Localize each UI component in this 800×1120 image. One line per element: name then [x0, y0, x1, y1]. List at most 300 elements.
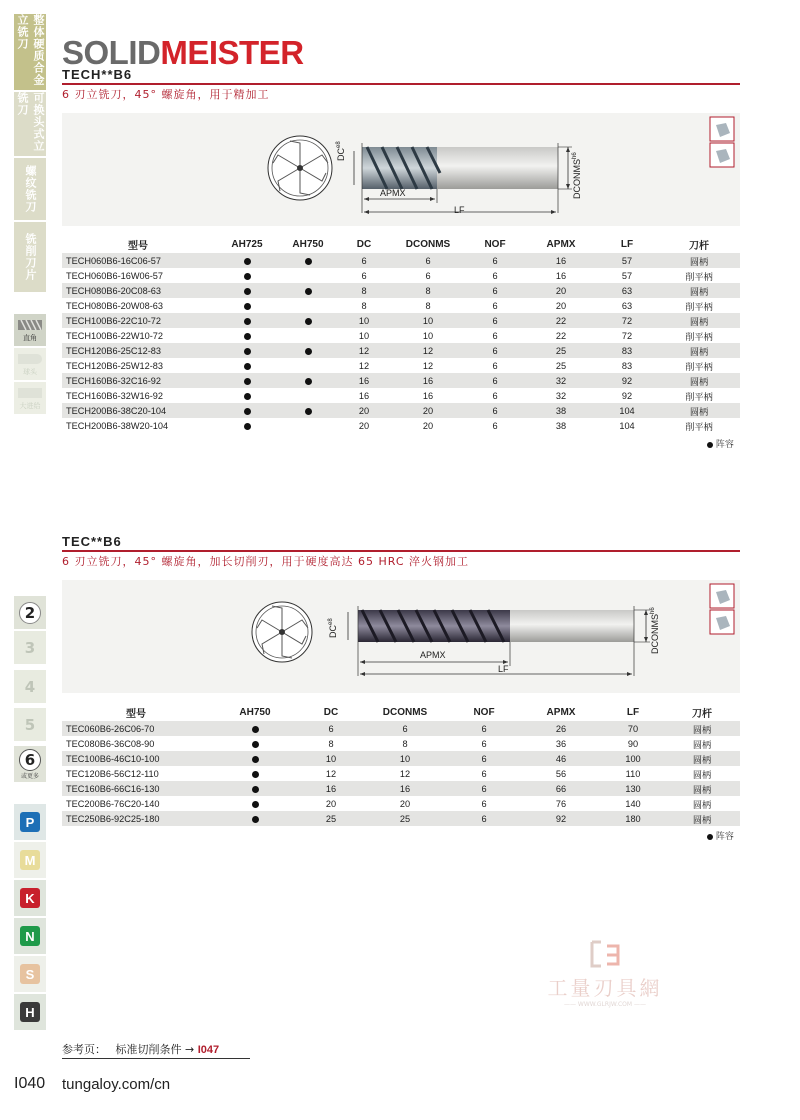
availability-dot-icon: [305, 348, 312, 355]
table-cell: 25: [555, 360, 567, 371]
model-cell: TECH200B6-38W20-104: [66, 420, 169, 431]
section1-legend: [707, 437, 734, 450]
table-cell: 圆柄: [664, 721, 740, 736]
section2-legend: [707, 829, 734, 842]
availability-cell: [214, 343, 280, 358]
table-cell: 46: [520, 751, 602, 766]
table-cell: 6: [492, 270, 498, 281]
table-cell: 57: [596, 253, 658, 268]
table-cell: 36: [555, 738, 567, 749]
availability-dot-icon: [244, 378, 251, 385]
table-cell: 12: [422, 360, 434, 371]
table-cell: 16: [555, 270, 567, 281]
section2-title: TEC**B6: [62, 534, 122, 549]
availability-cell: [210, 736, 300, 751]
tool-side-view: [354, 143, 572, 214]
table-cell: 180: [602, 811, 664, 826]
footer-ref-page-link[interactable]: I047: [197, 1044, 220, 1056]
table-cell: 10: [362, 751, 448, 766]
material-tab-h[interactable]: [14, 994, 46, 1030]
table-row: [62, 811, 740, 826]
sidebar-shape-ball[interactable]: [14, 348, 46, 380]
section1-table-body: [62, 253, 740, 433]
table-cell: 6: [392, 253, 464, 268]
material-tab-n[interactable]: [14, 918, 46, 954]
col-header: 型号: [126, 709, 146, 720]
table-row: [62, 358, 740, 373]
section1-table: [62, 236, 740, 433]
table-cell: 92: [596, 373, 658, 388]
table-cell: 72: [621, 330, 633, 341]
table-cell: 12: [336, 343, 392, 358]
table-cell: 32: [555, 390, 567, 401]
table-cell: 6: [492, 300, 498, 311]
table-cell: 25: [526, 343, 596, 358]
table-cell: 6: [362, 721, 448, 736]
availability-dot-icon: [244, 303, 251, 310]
table-cell: 66: [520, 781, 602, 796]
sidebar-tab-thread-mill[interactable]: [14, 158, 46, 220]
table-cell: 16: [358, 390, 370, 401]
model-cell: TECH100B6-22W10-72: [66, 330, 164, 341]
table-cell: 8: [392, 283, 464, 298]
model-cell: TEC160B6-66C16-130: [62, 781, 210, 796]
table-cell: 20: [422, 420, 434, 431]
dim-dc-tol: e8: [328, 618, 334, 625]
material-tab-m[interactable]: [14, 842, 46, 878]
table-cell: 削平柄: [685, 421, 713, 432]
material-h-badge: H: [20, 1002, 40, 1022]
flute-tab-2[interactable]: [14, 596, 46, 629]
legend-text: 阵容: [715, 440, 734, 450]
col-header: DC: [356, 239, 372, 250]
col-header: DCONMS: [382, 707, 428, 718]
table-row: [62, 298, 740, 313]
availability-dot-icon: [305, 408, 312, 415]
table-cell: 6: [464, 343, 526, 358]
table-cell: 圆柄: [664, 781, 740, 796]
legend-dot-icon: [707, 834, 713, 840]
availability-cell: [280, 328, 336, 343]
availability-cell: [280, 358, 336, 373]
dim-label-dc: [336, 141, 346, 161]
table-cell: 6: [492, 330, 498, 341]
table-row: [62, 736, 740, 751]
availability-cell: [214, 268, 280, 283]
table-row: [62, 253, 740, 268]
table-cell: 72: [596, 313, 658, 328]
availability-dot-icon: [244, 423, 251, 430]
table-cell: 104: [619, 420, 635, 431]
dim-label-lf: LF: [454, 205, 465, 215]
availability-cell: [280, 253, 336, 268]
table-row: [62, 343, 740, 358]
material-p-badge: P: [20, 812, 40, 832]
dim-dconms-text: DCONMS: [650, 614, 660, 654]
table-cell: 6: [300, 721, 362, 736]
table-cell: 92: [621, 390, 633, 401]
sidebar-tab-label: 铣削刀片: [24, 233, 37, 281]
col-header: LF: [626, 707, 640, 718]
dim-label-apmx: APMX: [420, 650, 446, 660]
table-cell: 22: [555, 330, 567, 341]
availability-dot-icon: [305, 378, 312, 385]
availability-cell: [280, 313, 336, 328]
availability-dot-icon: [252, 726, 259, 733]
model-cell: TEC080B6-36C08-90: [66, 738, 155, 749]
flute-number: 4: [24, 677, 36, 696]
availability-cell: [280, 298, 336, 313]
table-cell: 63: [621, 300, 633, 311]
availability-cell: [214, 328, 280, 343]
flute-number: 2: [19, 602, 41, 624]
availability-dot-icon: [252, 741, 259, 748]
dim-dc-text: DC: [328, 625, 338, 638]
col-header: APMX: [546, 707, 576, 718]
availability-dot-icon: [252, 771, 259, 778]
table-cell: 32: [526, 373, 596, 388]
table-cell: 12: [325, 768, 337, 779]
table-row: [62, 403, 740, 418]
watermark-text: 工量刃具網: [547, 976, 663, 1000]
table-row: [62, 796, 740, 811]
table-cell: 12: [358, 360, 370, 371]
sidebar-tab-label: 可换头式立铣刀: [16, 92, 45, 152]
table-cell: 8: [336, 283, 392, 298]
sidebar-tab-milling-insert[interactable]: [14, 222, 46, 292]
availability-cell: [280, 373, 336, 388]
table-cell: 6: [448, 751, 520, 766]
availability-dot-icon: [305, 258, 312, 265]
footer-ref-text: 标准切削条件 →: [115, 1043, 195, 1056]
table-header-row: [62, 236, 740, 253]
dim-dconms-tol: h6: [650, 607, 656, 614]
legend-text: 阵容: [715, 832, 734, 842]
table-row: [62, 373, 740, 388]
watermark: [540, 940, 670, 1008]
model-cell: TECH120B6-25C12-83: [62, 343, 214, 358]
table-cell: 10: [358, 330, 370, 341]
high-feed-icon: [17, 385, 43, 401]
availability-cell: [214, 253, 280, 268]
table-cell: 圆柄: [692, 739, 712, 750]
table-cell: 25: [300, 811, 362, 826]
col-header: AH725: [231, 239, 263, 250]
availability-cell: [280, 343, 336, 358]
table-cell: 6: [425, 270, 431, 281]
availability-cell: [214, 388, 280, 403]
model-cell: TEC200B6-76C20-140: [66, 798, 160, 809]
sidebar-shape-square[interactable]: [14, 314, 46, 346]
table-cell: 26: [520, 721, 602, 736]
table-cell: 削平柄: [685, 361, 713, 372]
shape-label: 直角: [23, 334, 37, 342]
section1-tool-svg: [62, 113, 740, 226]
col-header: 刀杆: [692, 709, 712, 720]
table-row: [62, 766, 740, 781]
table-cell: 90: [627, 738, 639, 749]
col-header: APMX: [546, 239, 576, 250]
availability-cell: [280, 268, 336, 283]
table-cell: 10: [422, 330, 434, 341]
shank-type-icon: [710, 117, 734, 167]
shape-label: 大进给: [19, 402, 41, 410]
col-header: AH750: [292, 239, 324, 250]
availability-dot-icon: [244, 408, 251, 415]
availability-cell: [214, 313, 280, 328]
flute-tab-5[interactable]: [14, 708, 46, 741]
table-cell: 20: [392, 403, 464, 418]
table-cell: 6: [481, 798, 487, 809]
model-cell: TECH200B6-38C20-104: [62, 403, 214, 418]
table-cell: 16: [392, 373, 464, 388]
table-cell: 57: [621, 270, 633, 281]
table-cell: 76: [555, 798, 567, 809]
table-cell: 20: [336, 403, 392, 418]
availability-cell: [214, 418, 280, 433]
model-cell: TECH160B6-32W16-92: [66, 390, 164, 401]
table-cell: 8: [328, 738, 334, 749]
table-cell: 圆柄: [664, 751, 740, 766]
table-cell: 92: [520, 811, 602, 826]
flute-tab-4[interactable]: [14, 670, 46, 703]
table-cell: 83: [621, 360, 633, 371]
table-cell: 6: [464, 403, 526, 418]
table-cell: 削平柄: [685, 301, 713, 312]
model-cell: TEC060B6-26C06-70: [62, 721, 210, 736]
availability-cell: [210, 766, 300, 781]
model-cell: TECH060B6-16W06-57: [66, 270, 164, 281]
page-number: I040: [14, 1075, 46, 1092]
availability-dot-icon: [244, 363, 251, 370]
table-row: [62, 313, 740, 328]
table-row: [62, 418, 740, 433]
model-cell: TECH120B6-25W12-83: [66, 360, 164, 371]
table-row: [62, 388, 740, 403]
table-row: [62, 721, 740, 736]
availability-dot-icon: [305, 288, 312, 295]
shank-type-icon: [710, 584, 734, 634]
col-header: NOF: [473, 707, 495, 718]
dim-dconms-text: DCONMS: [572, 159, 582, 199]
model-cell: TECH060B6-16C06-57: [62, 253, 214, 268]
availability-cell: [280, 403, 336, 418]
flute-tab-3[interactable]: [14, 631, 46, 664]
availability-dot-icon: [305, 318, 312, 325]
availability-dot-icon: [252, 801, 259, 808]
col-header: AH750: [239, 707, 271, 718]
table-cell: 140: [625, 798, 641, 809]
dim-label-dconms: [650, 607, 660, 654]
table-cell: 10: [392, 313, 464, 328]
material-tab-k[interactable]: [14, 880, 46, 916]
availability-dot-icon: [244, 273, 251, 280]
material-tab-p[interactable]: [14, 804, 46, 840]
table-cell: 104: [596, 403, 658, 418]
section2-tool-svg: [62, 580, 740, 693]
table-cell: 削平柄: [685, 271, 713, 282]
table-cell: 6: [492, 420, 498, 431]
section1-divider: [62, 83, 740, 85]
sidebar-tab-solid-carbide[interactable]: [14, 14, 46, 90]
section1-title: TECH**B6: [62, 67, 133, 82]
availability-dot-icon: [252, 786, 259, 793]
availability-cell: [214, 298, 280, 313]
model-cell: TECH080B6-20W08-63: [66, 300, 164, 311]
table-cell: 8: [425, 300, 431, 311]
availability-cell: [214, 283, 280, 298]
table-cell: 圆柄: [658, 253, 740, 268]
dim-dc-text: DC: [336, 148, 346, 161]
section2-table-body: [62, 721, 740, 826]
table-cell: 圆柄: [664, 811, 740, 826]
table-cell: 70: [602, 721, 664, 736]
table-cell: 圆柄: [658, 403, 740, 418]
availability-cell: [210, 796, 300, 811]
table-cell: 6: [464, 283, 526, 298]
model-cell: TEC120B6-56C12-110: [66, 768, 159, 779]
table-cell: 6: [481, 738, 487, 749]
table-cell: 12: [392, 343, 464, 358]
availability-dot-icon: [244, 288, 251, 295]
table-cell: 12: [399, 768, 411, 779]
end-view-icon: [268, 136, 332, 200]
model-cell: TEC250B6-92C25-180: [62, 811, 210, 826]
sidebar-tab-label: 螺纹铣刀: [24, 165, 37, 213]
dim-label-apmx: APMX: [380, 188, 406, 198]
ball-end-icon: [17, 351, 43, 367]
availability-cell: [214, 403, 280, 418]
availability-dot-icon: [252, 816, 259, 823]
watermark-logo-icon: [588, 940, 622, 968]
availability-cell: [280, 418, 336, 433]
table-cell: 6: [448, 781, 520, 796]
footer-website-link[interactable]: tungaloy.com/cn: [62, 1076, 171, 1093]
model-cell: TECH080B6-20C08-63: [62, 283, 214, 298]
table-cell: 圆柄: [658, 343, 740, 358]
availability-dot-icon: [252, 756, 259, 763]
table-cell: 16: [300, 781, 362, 796]
section1-subtitle: 6 刃立铣刀，45° 螺旋角，用于精加工: [62, 88, 270, 101]
availability-cell: [214, 358, 280, 373]
dim-label-dc: [328, 618, 338, 638]
table-cell: 6: [464, 373, 526, 388]
availability-cell: [210, 811, 300, 826]
footer-ref-label: 参考页：: [62, 1043, 106, 1056]
flute-number: 3: [24, 638, 36, 657]
table-cell: 16: [336, 373, 392, 388]
model-cell: TECH100B6-22C10-72: [62, 313, 214, 328]
watermark-url: —— WWW.GLRJW.COM ——: [563, 1001, 646, 1008]
table-header-row: [62, 704, 740, 721]
flute-number: 5: [24, 715, 36, 734]
table-cell: 6: [361, 270, 367, 281]
col-header: DC: [323, 707, 339, 718]
sidebar-tab-exchangeable-head[interactable]: [14, 92, 46, 156]
table-cell: 38: [555, 420, 567, 431]
section2-subtitle: 6 刃立铣刀，45° 螺旋角，加长切削刃，用于硬度高达 65 HRC 淬火钢加工: [62, 555, 470, 568]
flute-tab-6-plus[interactable]: [14, 746, 46, 782]
availability-cell: [210, 781, 300, 796]
table-cell: 56: [555, 768, 567, 779]
square-end-icon: [17, 317, 43, 333]
dim-dconms-tol: h6: [572, 152, 578, 159]
brand-logo-part-a: SOLID: [62, 34, 161, 71]
table-row: [62, 781, 740, 796]
table-row: [62, 328, 740, 343]
table-cell: 圆柄: [692, 799, 712, 810]
col-header: NOF: [484, 239, 506, 250]
table-cell: 20: [555, 300, 567, 311]
table-cell: 圆柄: [658, 313, 740, 328]
table-cell: 16: [422, 390, 434, 401]
availability-cell: [280, 283, 336, 298]
dim-dc-tol: e8: [336, 141, 342, 148]
table-cell: 圆柄: [658, 283, 740, 298]
section2-table: [62, 704, 740, 826]
brand-logo-part-b: MEISTER: [160, 34, 304, 71]
table-cell: 6: [336, 253, 392, 268]
table-cell: 20: [526, 283, 596, 298]
material-tab-s[interactable]: [14, 956, 46, 992]
table-cell: 圆柄: [692, 769, 712, 780]
availability-dot-icon: [244, 333, 251, 340]
section2-divider: [62, 550, 740, 552]
col-header: 型号: [128, 241, 148, 252]
table-cell: 110: [625, 768, 641, 779]
table-cell: 6: [464, 313, 526, 328]
table-cell: 20: [325, 798, 337, 809]
table-row: [62, 283, 740, 298]
shape-label: 球头: [23, 368, 37, 376]
sidebar-tab-label: 整体硬质合金立铣刀: [16, 14, 45, 86]
model-cell: TECH160B6-32C16-92: [62, 373, 214, 388]
table-cell: 22: [526, 313, 596, 328]
section2-tool-drawing: [62, 580, 740, 693]
table-cell: 10: [300, 751, 362, 766]
section1-tool-drawing: [62, 113, 740, 226]
table-cell: 8: [361, 300, 367, 311]
table-row: [62, 751, 740, 766]
table-cell: 6: [448, 811, 520, 826]
table-cell: 63: [596, 283, 658, 298]
table-cell: 6: [492, 360, 498, 371]
table-cell: 20: [358, 420, 370, 431]
availability-dot-icon: [244, 318, 251, 325]
table-cell: 20: [399, 798, 411, 809]
availability-cell: [280, 388, 336, 403]
table-cell: 38: [526, 403, 596, 418]
table-cell: 圆柄: [658, 373, 740, 388]
legend-dot-icon: [707, 442, 713, 448]
table-cell: 削平柄: [685, 331, 713, 342]
availability-dot-icon: [244, 348, 251, 355]
availability-dot-icon: [244, 393, 251, 400]
availability-cell: [210, 751, 300, 766]
table-cell: 130: [602, 781, 664, 796]
table-cell: 6: [492, 390, 498, 401]
sidebar-shape-high-feed[interactable]: [14, 382, 46, 414]
flute-sub-label: 或更多: [20, 772, 39, 780]
col-header: LF: [620, 239, 634, 250]
availability-cell: [214, 373, 280, 388]
table-cell: 83: [596, 343, 658, 358]
model-cell: TEC100B6-46C10-100: [62, 751, 210, 766]
table-cell: 削平柄: [685, 391, 713, 402]
table-cell: 100: [602, 751, 664, 766]
footer-reference: [62, 1041, 219, 1057]
end-view-icon: [252, 602, 312, 662]
